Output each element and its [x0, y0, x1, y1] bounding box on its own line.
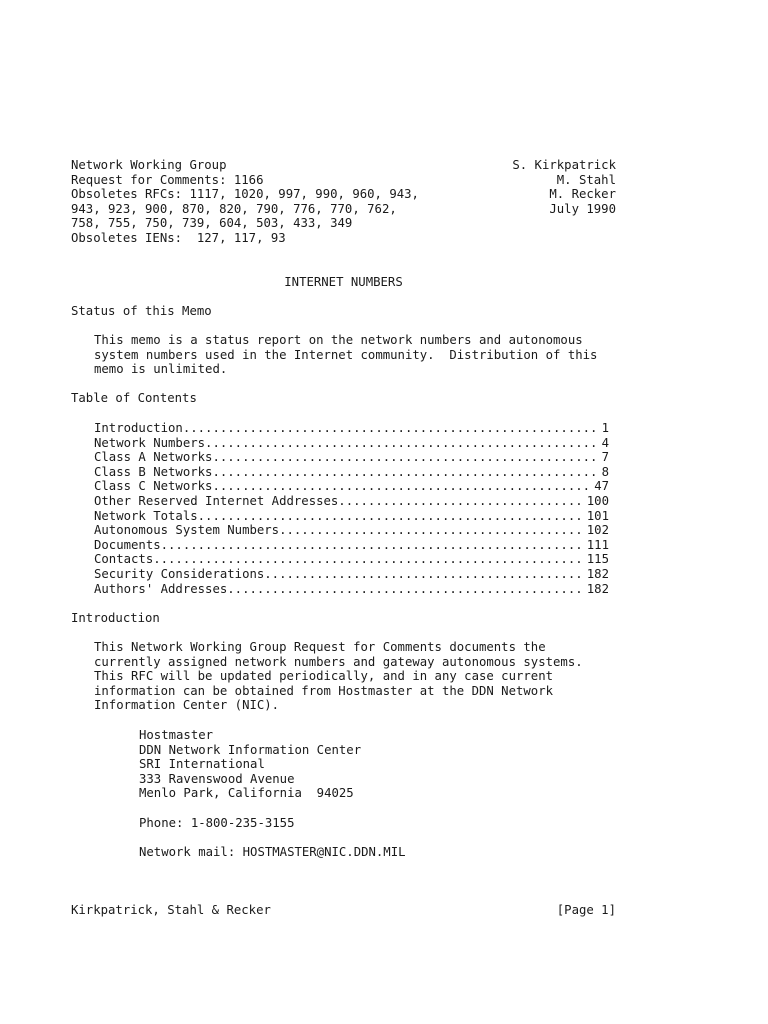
toc-entry-title: Authors' Addresses................................................	[94, 581, 583, 596]
toc-entry-title: Other Reserved Internet Addresses.................................	[94, 494, 583, 508]
intro-line-5: Information Center (NIC).	[94, 698, 280, 713]
header-line-2	[71, 173, 616, 188]
toc-entry-title: Contacts..........................................................	[94, 552, 583, 567]
toc-entry-title: Introduction........................................................	[94, 421, 598, 435]
toc-entry-autonomous-system[interactable]	[94, 523, 609, 538]
toc-entry-authors[interactable]	[94, 582, 609, 597]
header-left-5: 758, 755, 750, 739, 604, 503, 433, 349	[71, 216, 353, 231]
header-left-4: 943, 923, 900, 870, 820, 790, 776, 770, 762,	[71, 201, 397, 216]
toc-entry-network-totals[interactable]	[94, 509, 609, 524]
header-left-6: Obsoletes IENs: 127, 117, 93	[71, 231, 286, 245]
toc-entry-other-reserved[interactable]	[94, 494, 609, 509]
toc-entry-page: 100	[586, 494, 609, 508]
header-right-3: M. Recker	[549, 187, 616, 202]
footer-page-number: [Page 1]	[556, 903, 616, 917]
address-line-2: DDN Network Information Center	[139, 742, 362, 757]
address-line-1: Hostmaster	[139, 728, 214, 742]
header-right-1: S. Kirkpatrick	[512, 158, 616, 172]
toc-entry-page: 1	[601, 421, 609, 435]
status-line-2: system numbers used in the Internet community. Distribution of this	[94, 347, 598, 362]
toc-entry-page: 8	[601, 464, 609, 479]
introduction-heading: Introduction	[71, 611, 160, 625]
status-heading: Status of this Memo	[71, 304, 212, 318]
header-left-1: Network Working Group	[71, 158, 227, 172]
toc-entry-title: Class B Networks....................................................	[94, 464, 598, 479]
toc-entry-page: 182	[586, 581, 609, 596]
toc-entry-page: 7	[601, 450, 609, 465]
toc-entry-title: Documents.........................................................	[94, 537, 583, 552]
toc-entry-security[interactable]	[94, 567, 609, 582]
address-line-3: SRI International	[139, 757, 265, 772]
intro-line-2: currently assigned network numbers and gateway autonomous systems.	[94, 654, 583, 669]
toc-entry-page: 102	[586, 523, 609, 538]
footer-authors: Kirkpatrick, Stahl & Recker	[71, 903, 271, 917]
header-left-2: Request for Comments: 1166	[71, 172, 264, 187]
toc-entry-network-numbers[interactable]	[94, 436, 609, 451]
toc-entry-class-c[interactable]	[94, 479, 609, 494]
toc-entry-page: 101	[586, 508, 609, 523]
toc-entry-page: 115	[586, 552, 609, 567]
toc-entry-class-b[interactable]	[94, 465, 609, 480]
toc-entry-title: Class C Networks...................................................	[94, 479, 591, 494]
toc-entry-title: Class A Networks....................................................	[94, 450, 598, 465]
toc-entry-title: Security Considerations...........................................	[94, 567, 583, 581]
status-line-1: This memo is a status report on the network numbers and autonomous	[94, 333, 583, 347]
header-line-1	[71, 158, 616, 173]
status-line-3: memo is unlimited.	[94, 362, 228, 377]
page-footer	[71, 903, 616, 918]
toc-entry-title: Network Totals....................................................	[94, 508, 583, 523]
intro-line-4: information can be obtained from Hostmaster at the DDN Network	[94, 683, 554, 698]
phone-number: Phone: 1-800-235-3155	[139, 816, 295, 830]
toc-entry-contacts[interactable]	[94, 552, 609, 567]
header-left-3: Obsoletes RFCs: 1117, 1020, 997, 990, 960, 943,	[71, 187, 419, 202]
network-mail: Network mail: HOSTMASTER@NIC.DDN.MIL	[139, 845, 406, 859]
toc-entry-title: Autonomous System Numbers.........................................	[94, 523, 583, 538]
intro-line-3: This RFC will be updated periodically, and in any case current	[94, 669, 554, 684]
toc-entry-page: 111	[586, 537, 609, 552]
toc-entry-class-a[interactable]	[94, 450, 609, 465]
intro-line-1: This Network Working Group Request for Comments documents the	[94, 640, 546, 654]
toc-entry-documents[interactable]	[94, 538, 609, 553]
header-right-4: July 1990	[549, 201, 616, 216]
header-line-4	[71, 202, 616, 217]
header-line-3	[71, 187, 616, 202]
toc-entry-page: 182	[586, 567, 609, 581]
toc-entry-page: 4	[601, 435, 609, 450]
toc-entry-introduction[interactable]	[94, 421, 609, 436]
toc-heading: Table of Contents	[71, 391, 197, 405]
toc-entry-title: Network Numbers.....................................................	[94, 435, 598, 450]
document-title: INTERNET NUMBERS	[284, 275, 403, 289]
toc-entry-page: 47	[594, 479, 609, 494]
address-line-4: 333 Ravenswood Avenue	[139, 771, 295, 786]
address-line-5: Menlo Park, California 94025	[139, 786, 354, 801]
header-right-2: M. Stahl	[556, 172, 616, 187]
